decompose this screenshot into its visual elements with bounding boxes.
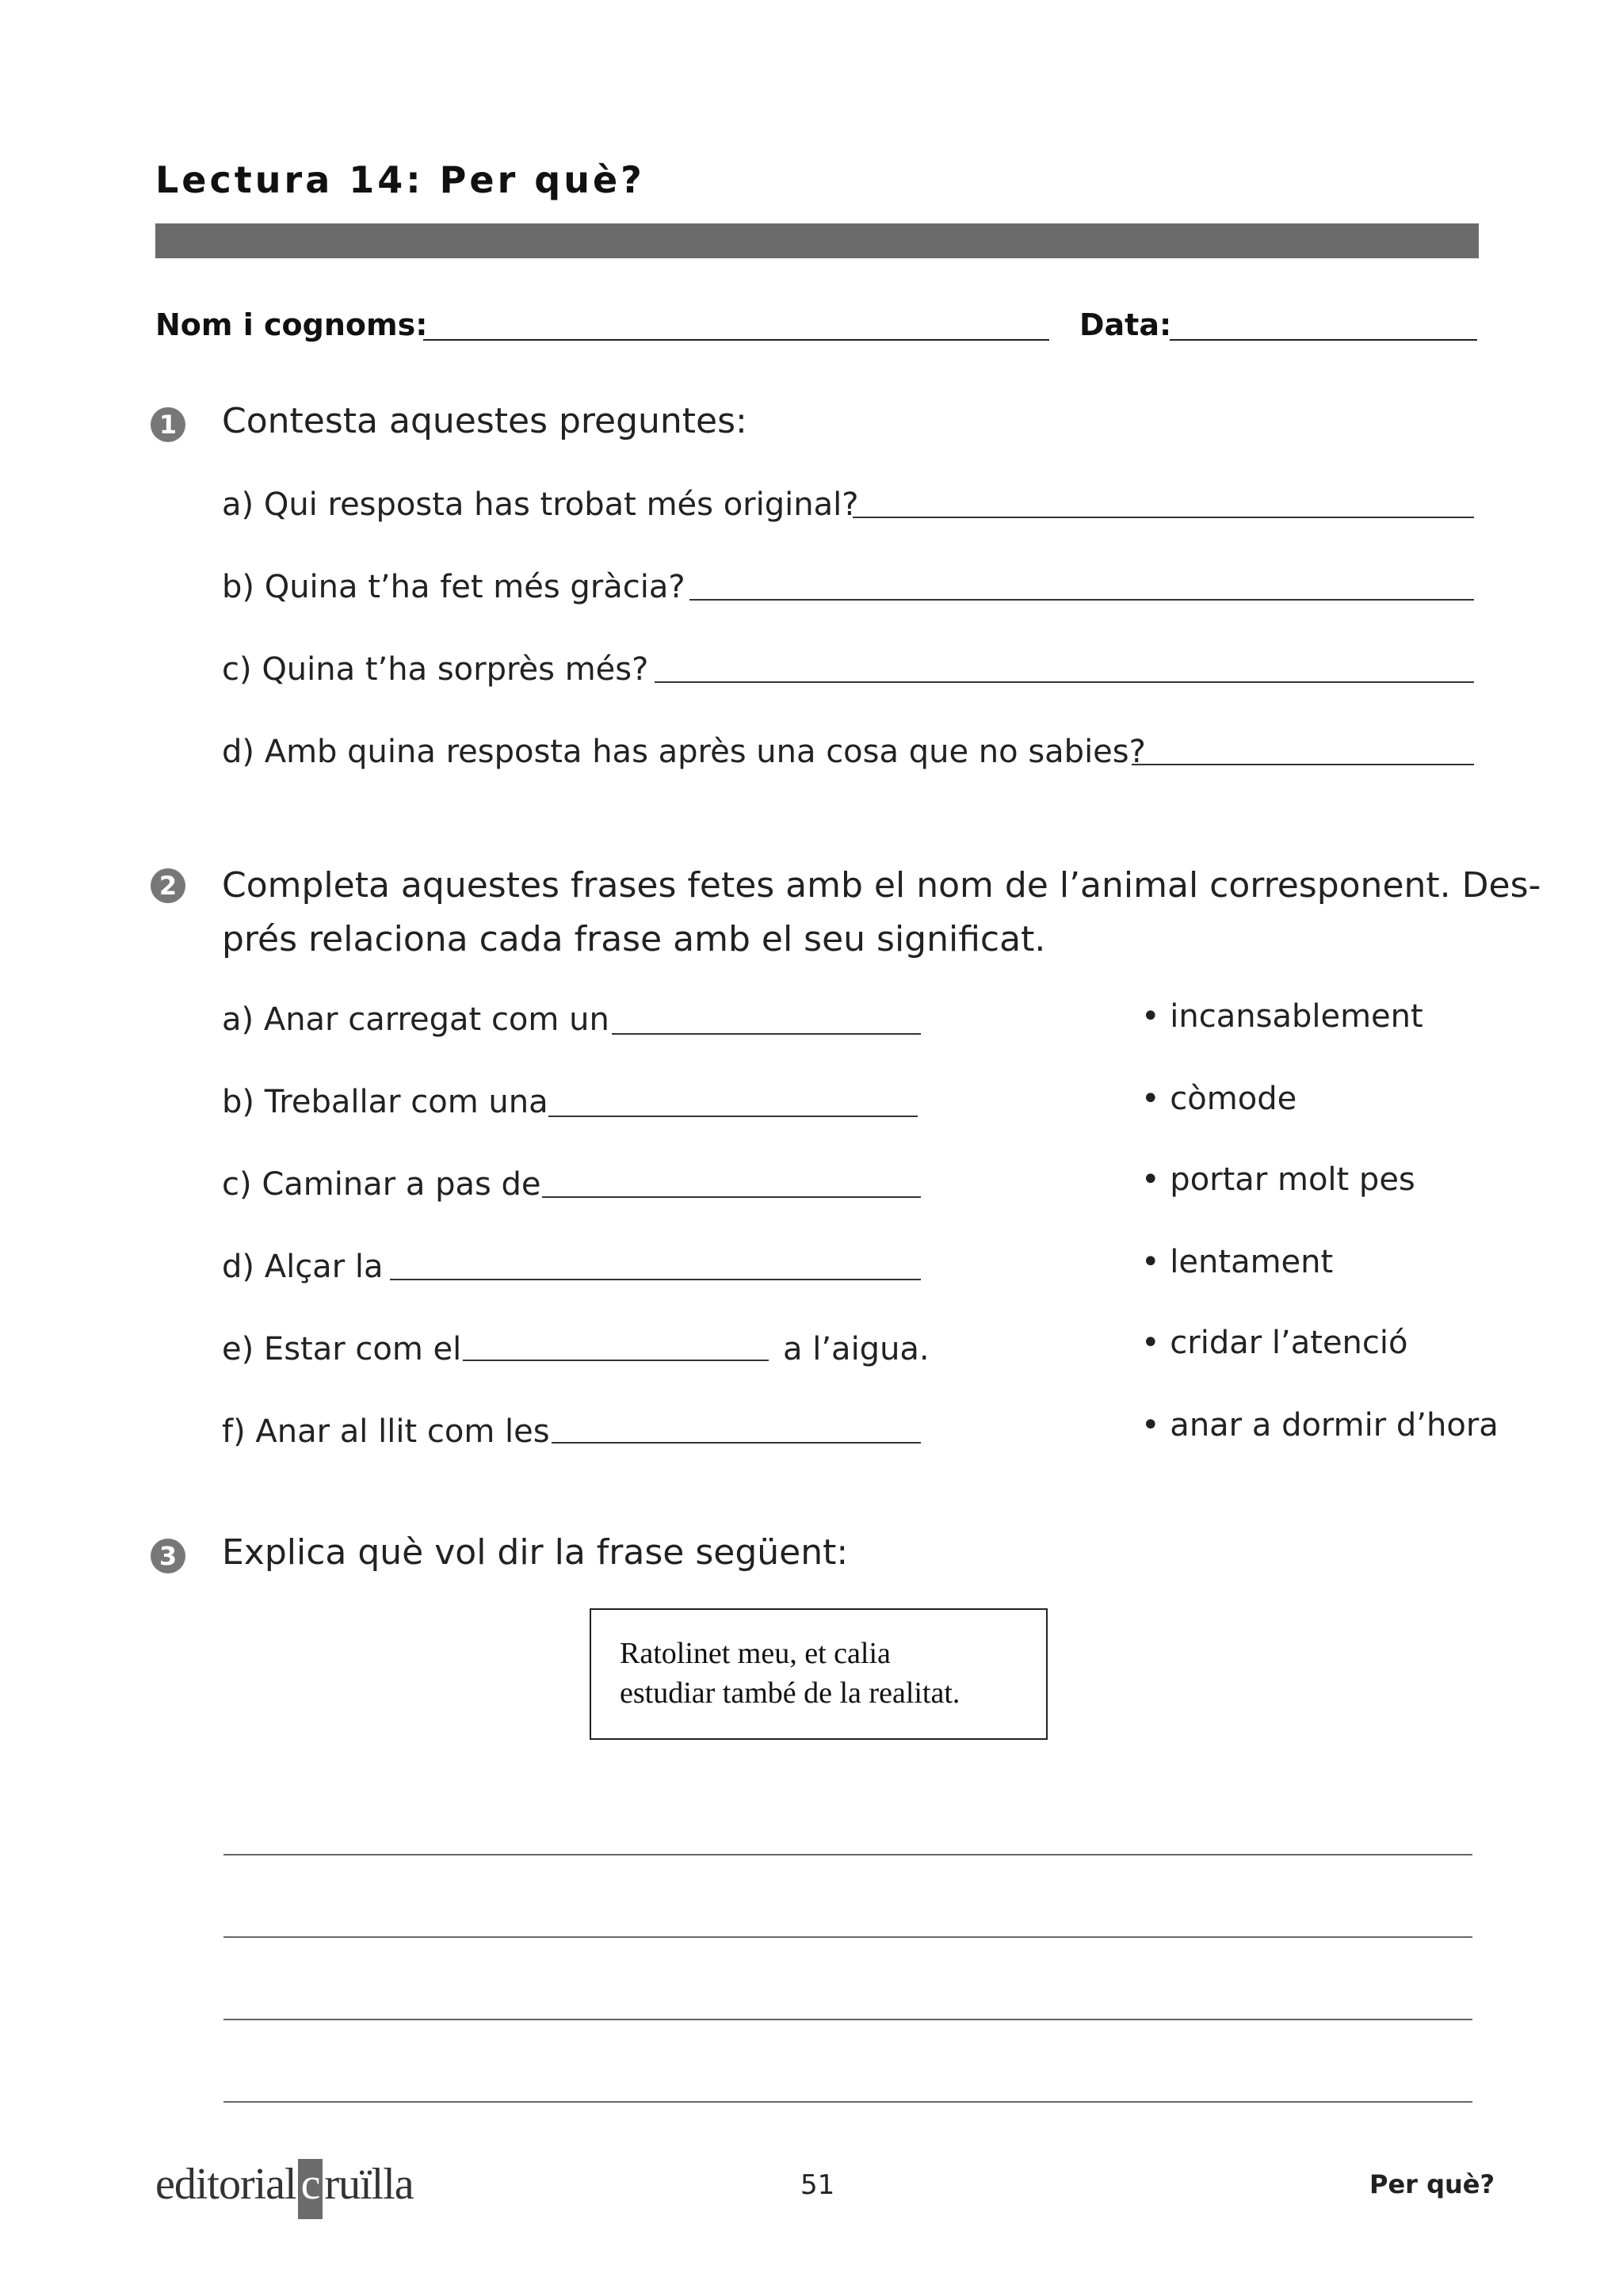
meaning-item: • còmode <box>1141 1081 1297 1117</box>
writing-line[interactable] <box>223 1936 1472 1938</box>
meaning-item: • anar a dormir d’hora <box>1141 1407 1499 1444</box>
meaning-item: • incansablement <box>1141 998 1423 1035</box>
name-field[interactable] <box>423 339 1049 341</box>
page-title: Lectura 14: Per què? <box>155 158 645 201</box>
exercise-1-title: Contesta aquestes preguntes: <box>222 401 747 441</box>
title-divider-bar <box>155 223 1479 258</box>
phrase-a: a) Anar carregat com un <box>222 1001 609 1038</box>
publisher-logo <box>155 2159 414 2222</box>
meaning-item: • lentament <box>1141 1244 1334 1280</box>
meaning-item: • portar molt pes <box>1141 1161 1415 1198</box>
phrase-a-blank[interactable] <box>612 1033 921 1035</box>
phrase-e-suffix: a l’aigua. <box>783 1331 930 1367</box>
phrase-c-blank[interactable] <box>542 1196 921 1198</box>
phrase-b-blank[interactable] <box>548 1116 918 1117</box>
answer-line-c[interactable] <box>655 681 1474 683</box>
logo-text-ruilla: ruïlla <box>324 2160 414 2209</box>
question-d: d) Amb quina resposta has après una cosa que no sabies? <box>222 734 1146 770</box>
exercise-3-title: Explica què vol dir la frase següent: <box>222 1532 849 1573</box>
footer-title: Per què? <box>1369 2169 1495 2199</box>
question-b: b) Quina t’ha fet més gràcia? <box>222 569 685 605</box>
exercise-2-title-line-2: prés relaciona cada frase amb el seu significat. <box>222 919 1046 959</box>
phrase-e-blank[interactable] <box>463 1360 769 1361</box>
phrase-f-blank[interactable] <box>552 1442 921 1444</box>
exercise-3-number-badge: 3 <box>151 1539 185 1573</box>
phrase-b: b) Treballar com una <box>222 1084 548 1120</box>
phrase-e: e) Estar com el <box>222 1331 462 1367</box>
logo-c-block: c <box>298 2159 323 2219</box>
quote-line-2: estudiar també de la realitat. <box>620 1676 960 1710</box>
exercise-2-title-line-1: Completa aquestes frases fetes amb el nom de l’animal corresponent. Des- <box>222 865 1541 906</box>
phrase-d-blank[interactable] <box>390 1279 921 1280</box>
phrase-d: d) Alçar la <box>222 1249 384 1285</box>
answer-line-d[interactable] <box>1132 764 1474 765</box>
meaning-item: • cridar l’atenció <box>1141 1325 1408 1361</box>
quote-box <box>590 1608 1048 1740</box>
exercise-2-number-badge: 2 <box>151 868 185 903</box>
exercise-1-number-badge: 1 <box>151 407 185 442</box>
exercise-2-title <box>222 859 1541 967</box>
question-a: a) Qui resposta has trobat més original? <box>222 486 859 523</box>
answer-line-a[interactable] <box>853 517 1474 518</box>
phrase-c: c) Caminar a pas de <box>222 1166 541 1203</box>
writing-line[interactable] <box>223 2101 1472 2103</box>
page-number: 51 <box>800 2169 835 2201</box>
name-label: Nom i cognoms: <box>155 307 428 342</box>
writing-line[interactable] <box>223 1854 1472 1855</box>
logo-text-editorial: editorial <box>155 2160 296 2209</box>
writing-line[interactable] <box>223 2019 1472 2020</box>
answer-line-b[interactable] <box>689 599 1474 601</box>
question-c: c) Quina t’ha sorprès més? <box>222 651 649 688</box>
quote-line-1: Ratolinet meu, et calia <box>620 1637 891 1670</box>
phrase-f: f) Anar al llit com les <box>222 1413 550 1450</box>
date-field[interactable] <box>1170 339 1477 341</box>
date-label: Data: <box>1079 307 1172 342</box>
